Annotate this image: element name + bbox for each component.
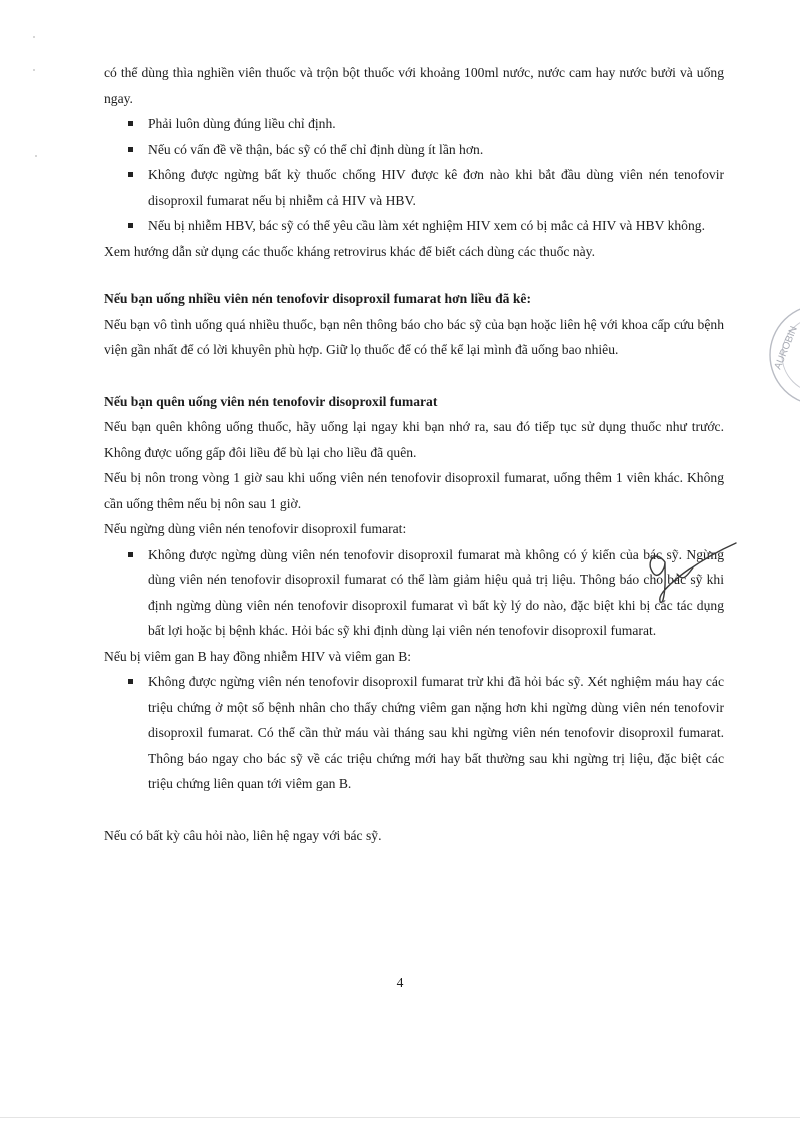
stop-intro: Nếu ngừng dùng viên nén tenofovir disoproxil fumarat: <box>104 521 407 536</box>
initials-signature <box>643 540 738 605</box>
overdose-paragraph: Nếu bạn vô tình uống quá nhiều thuốc, bạn nên thông báo cho bác sỹ của bạn hoặc liên hệ với khoa cấp cứu bệnh viện gần nhất để có lời khuyên phù hợp. Giữ lọ thuốc để có thể kể lại mình đã uống bao nhiêu. <box>104 316 724 357</box>
list-item: Nếu bị nhiễm HBV, bác sỹ có thể yêu cầu làm xét nghiệm HIV xem có bị mắc cả HIV và HBV không. <box>104 213 724 239</box>
intro-paragraph: có thể dùng thìa nghiền viên thuốc và trộn bột thuốc với khoảng 100ml nước, nước cam hay nước bưởi và uống ngay. <box>104 65 724 106</box>
scan-speck <box>33 36 35 38</box>
missed-dose-heading: Nếu bạn quên uống viên nén tenofovir disoproxil fumarat <box>104 393 438 409</box>
list-item: Phải luôn dùng đúng liều chỉ định. <box>104 111 724 137</box>
dosage-bullet-list <box>104 111 724 239</box>
company-seal-stamp <box>760 300 800 410</box>
hepatitis-bullet-list <box>104 669 724 797</box>
document-body <box>104 60 724 848</box>
retrovirus-paragraph: Xem hướng dẫn sử dụng các thuốc kháng retrovirus khác để biết cách dùng các thuốc này. <box>104 243 595 259</box>
list-item: Không được ngừng dùng viên nén tenofovir disoproxil fumarat mà không có ý kiến của bác sỹ. Ngừng dùng viên nén tenofovir disoproxil fumarat có thể làm giảm hiệu quả trị liệu. Thông báo cho bác sỹ khi định ngừng dùng viên nén tenofovir disoproxil fumarat vì bất kỳ lý do nào, đặc biệt khi bị các tác dụng bất lợi hoặc bị bệnh khác. Hỏi bác sỹ khi định dùng lại viên nén tenofovir disoproxil fumarat. <box>104 542 724 644</box>
scan-speck <box>33 69 35 71</box>
stop-bullet-list <box>104 542 724 644</box>
vomit-paragraph: Nếu bị nôn trong vòng 1 giờ sau khi uống viên nén tenofovir disoproxil fumarat, uống thêm 1 viên khác. Không cần uống thêm nếu bị nôn sau 1 giờ. <box>104 470 724 511</box>
missed-dose-paragraph: Nếu bạn quên không uống thuốc, hãy uống lại ngay khi bạn nhớ ra, sau đó tiếp tục sử dụng thuốc như trước. Không được uống gấp đôi liều để bù lại cho liều đã quên. <box>104 419 724 460</box>
scan-speck <box>35 155 37 157</box>
list-item: Không được ngừng bất kỳ thuốc chống HIV được kê đơn nào khi bắt đầu dùng viên nén tenofovir disoproxil fumarat nếu bị nhiễm cả HIV và HBV. <box>104 162 724 213</box>
svg-text:AUROBIN: AUROBIN <box>772 324 800 372</box>
list-item: Nếu có vấn đề về thận, bác sỹ có thể chỉ định dùng ít lần hơn. <box>104 137 724 163</box>
page-number: 4 <box>396 975 404 990</box>
closing-paragraph: Nếu có bất kỳ câu hỏi nào, liên hệ ngay với bác sỹ. <box>104 827 382 843</box>
hepatitis-intro: Nếu bị viêm gan B hay đồng nhiễm HIV và viêm gan B: <box>104 648 412 664</box>
overdose-heading: Nếu bạn uống nhiều viên nén tenofovir disoproxil fumarat hơn liều đã kê: <box>104 291 531 306</box>
list-item: Không được ngừng viên nén tenofovir disoproxil fumarat trừ khi đã hỏi bác sỹ. Xét nghiệm máu hay các triệu chứng ở một số bệnh nhân cho thấy chứng viêm gan nặng hơn khi ngừng dùng viên nén tenofovir disoproxil fumarat. Có thể cần thử máu vài tháng sau khi ngừng viên nén tenofovir disoproxil fumarat. Thông báo ngay cho bác sỹ về các triệu chứng mới hay bất thường sau khi ngừng trị liệu, đặc biệt các triệu chứng liên quan tới viêm gan B. <box>104 669 724 797</box>
bottom-edge-line <box>0 1117 800 1118</box>
